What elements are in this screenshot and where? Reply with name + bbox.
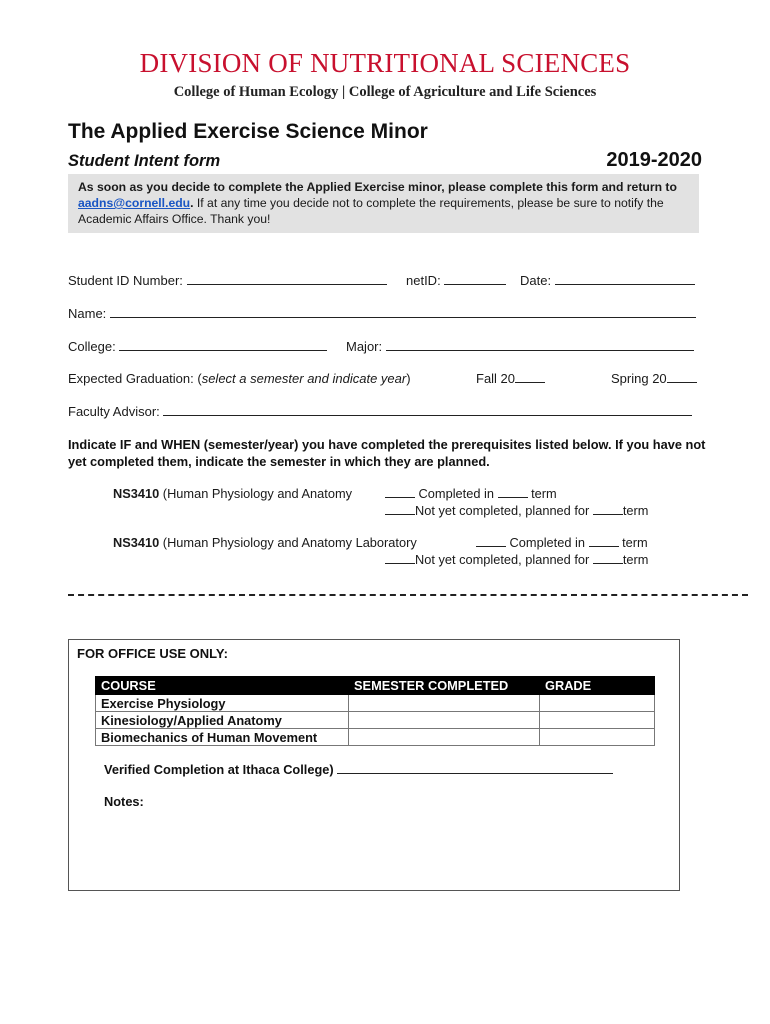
prerequisite-instructions: Indicate IF and WHEN (semester/year) you have completed the prerequisites listed below. If you have not yet completed them, indicate the semester in which they are planned. xyxy=(68,437,706,469)
student-id-label: Student ID Number: xyxy=(68,273,183,288)
name-field[interactable] xyxy=(110,306,696,318)
prereq-2-planned-term[interactable] xyxy=(593,553,623,564)
graduation-close: ) xyxy=(406,371,411,386)
notice-intro: As soon as you decide to complete the Applied Exercise minor, please complete this form and return to xyxy=(78,180,677,194)
cut-line-divider xyxy=(68,594,748,597)
prereq-2-label xyxy=(113,535,417,550)
prereq-1-name: (Human Physiology and Anatomy xyxy=(159,486,353,501)
verified-completion-label: Verified Completion at Ithaca College) xyxy=(104,762,334,777)
graduation-hint: select a semester and indicate year xyxy=(201,371,407,386)
prereq-1-planned xyxy=(385,503,648,518)
column-header-semester: SEMESTER COMPLETED xyxy=(349,677,540,695)
prereq-2-planned-check[interactable] xyxy=(385,553,415,564)
table-row xyxy=(96,695,655,712)
date-field[interactable] xyxy=(555,273,695,285)
prereq-2-completed xyxy=(476,535,648,550)
name-label: Name: xyxy=(68,306,107,321)
email-link[interactable]: aadns@cornell.edu xyxy=(78,196,191,210)
advisor-field[interactable] xyxy=(163,404,692,416)
course-cell: Exercise Physiology xyxy=(96,695,349,712)
column-header-course: COURSE xyxy=(96,677,349,695)
verified-completion-field[interactable] xyxy=(337,763,613,774)
prereq-1-completed-text: Completed in xyxy=(415,486,498,501)
prereq-1-planned-check[interactable] xyxy=(385,504,415,515)
fall-label: Fall 20 xyxy=(476,371,516,386)
prereq-2-term-text: term xyxy=(618,535,648,550)
student-id-field[interactable] xyxy=(187,273,387,285)
student-id-row xyxy=(68,273,387,288)
major-field[interactable] xyxy=(386,339,694,351)
fall-row xyxy=(476,371,545,386)
notice-box xyxy=(68,174,699,233)
grade-cell[interactable] xyxy=(540,729,655,746)
prereq-1-planned-term[interactable] xyxy=(593,504,623,515)
prereq-2-completed-term[interactable] xyxy=(589,536,619,547)
course-cell: Kinesiology/Applied Anatomy xyxy=(96,712,349,729)
semester-cell[interactable] xyxy=(349,729,540,746)
prereq-2-planned xyxy=(385,552,648,567)
advisor-row xyxy=(68,404,692,419)
prereq-1-label xyxy=(113,486,352,501)
course-cell: Biomechanics of Human Movement xyxy=(96,729,349,746)
division-title: DIVISION OF NUTRITIONAL SCIENCES xyxy=(139,48,631,78)
prereq-2-code: NS3410 xyxy=(113,535,160,550)
major-label: Major: xyxy=(346,339,383,354)
prereq-1-code: NS3410 xyxy=(113,486,160,501)
prereq-1-term-text: term xyxy=(527,486,557,501)
prereq-2-planned-text: Not yet completed, planned for xyxy=(415,552,593,567)
major-row xyxy=(346,339,694,354)
prereq-2-completed-text: Completed in xyxy=(506,535,589,550)
fall-year-field[interactable] xyxy=(515,371,545,383)
prereq-1-completed-check[interactable] xyxy=(385,487,415,498)
graduation-label: Expected Graduation: ( xyxy=(68,371,202,386)
date-label: Date: xyxy=(520,273,552,288)
netid-field[interactable] xyxy=(444,273,506,285)
college-row xyxy=(68,339,327,354)
prereq-2-completed-check[interactable] xyxy=(476,536,506,547)
name-row xyxy=(68,306,696,321)
office-use-title: FOR OFFICE USE ONLY: xyxy=(77,646,228,661)
form-subtitle: Student Intent form xyxy=(68,152,221,170)
college-names: College of Human Ecology | College of Agriculture and Life Sciences xyxy=(173,84,597,100)
grade-cell[interactable] xyxy=(540,695,655,712)
prereq-1-planned-text: Not yet completed, planned for xyxy=(415,503,593,518)
college-field[interactable] xyxy=(119,339,327,351)
prereq-1-completed xyxy=(385,486,557,501)
table-header-row xyxy=(96,677,655,695)
grade-cell[interactable] xyxy=(540,712,655,729)
table-row xyxy=(96,729,655,746)
office-course-table xyxy=(95,676,655,746)
college-label: College: xyxy=(68,339,116,354)
advisor-label: Faculty Advisor: xyxy=(68,404,160,419)
date-row xyxy=(520,273,695,288)
table-row xyxy=(96,712,655,729)
spring-year-field[interactable] xyxy=(667,371,697,383)
prereq-2-name: (Human Physiology and Anatomy Laboratory xyxy=(159,535,417,550)
prereq-1-completed-term[interactable] xyxy=(498,487,528,498)
semester-cell[interactable] xyxy=(349,712,540,729)
column-header-grade: GRADE xyxy=(540,677,655,695)
notice-period: . xyxy=(190,196,194,210)
netid-row xyxy=(406,273,506,288)
semester-cell[interactable] xyxy=(349,695,540,712)
prereq-1-planned-term-text: term xyxy=(622,503,649,518)
spring-label: Spring 20 xyxy=(611,371,667,386)
prereq-2-planned-term-text: term xyxy=(622,552,649,567)
verified-completion-row xyxy=(104,762,613,777)
academic-year: 2019-2020 xyxy=(606,149,702,171)
spring-row xyxy=(611,371,697,386)
form-title: The Applied Exercise Science Minor xyxy=(68,120,428,143)
notes-label: Notes: xyxy=(104,794,144,809)
netid-label: netID: xyxy=(406,273,441,288)
notice-rest: If at any time you decide not to complete the requirements, please be sure to notify the Academic Affairs Office. Thank you! xyxy=(78,196,664,226)
graduation-row xyxy=(68,371,411,386)
